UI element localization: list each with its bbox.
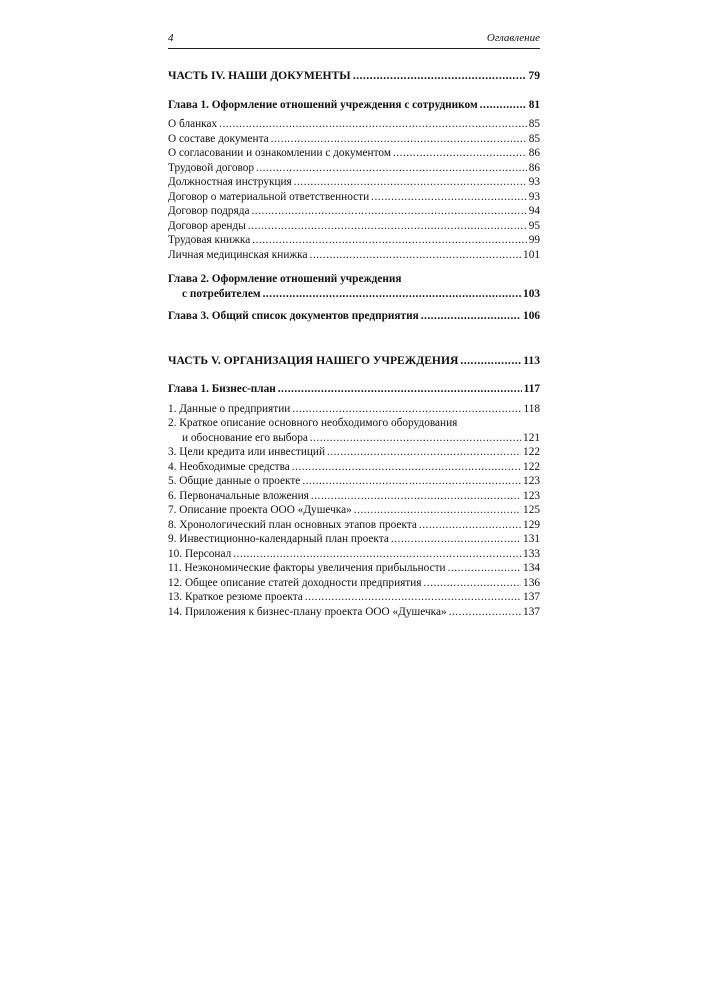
- chapter-title: Глава 1. Оформление отношений учреждения с сотрудником: [168, 98, 478, 111]
- leader-dots: [310, 431, 521, 446]
- leader-dots: [219, 117, 527, 132]
- chapter-items: [168, 402, 540, 620]
- leader-dots: [248, 219, 527, 234]
- item-title: 12. Общее описание статей доходности предприятия: [168, 576, 422, 589]
- item-title: Договор аренды: [168, 219, 246, 232]
- leader-dots: [449, 605, 521, 620]
- item-title: Трудовая книжка: [168, 234, 251, 246]
- chapter-items: [168, 117, 540, 262]
- toc-item[interactable]: [168, 146, 540, 161]
- part-title: ЧАСТЬ IV. НАШИ ДОКУМЕНТЫ: [168, 69, 351, 82]
- toc-part-4[interactable]: [168, 69, 540, 84]
- toc-item[interactable]: [168, 489, 540, 504]
- item-page: 93: [528, 176, 540, 188]
- toc-chapter[interactable]: [168, 98, 540, 113]
- leader-dots: [302, 474, 521, 489]
- toc-item[interactable]: [168, 518, 540, 533]
- item-page: 123: [523, 489, 540, 502]
- item-title: Должностная инструкция: [168, 176, 292, 188]
- toc-item[interactable]: [168, 590, 540, 605]
- item-page: 133: [523, 547, 540, 560]
- leader-dots: [480, 98, 527, 113]
- item-page: 129: [523, 518, 540, 531]
- leader-dots: [353, 69, 527, 84]
- item-title: О бланках: [168, 118, 218, 130]
- part-title: ЧАСТЬ V. ОРГАНИЗАЦИЯ НАШЕГО УЧРЕЖДЕНИЯ: [168, 353, 459, 367]
- toc-item[interactable]: [168, 561, 540, 576]
- running-header: [168, 32, 540, 49]
- item-page: 85: [528, 132, 540, 145]
- item-page: 134: [523, 562, 540, 574]
- item-page: 85: [528, 118, 540, 130]
- leader-dots: [311, 489, 521, 504]
- toc-item[interactable]: [168, 605, 540, 620]
- item-title: О составе документа: [168, 132, 269, 145]
- item-title: Договор подряда: [168, 205, 250, 217]
- item-page: 125: [523, 504, 540, 516]
- item-page: 123: [523, 475, 540, 487]
- item-title: 4. Необходимые средства: [168, 460, 290, 473]
- part-page: 113: [523, 353, 540, 367]
- toc-page: [168, 32, 540, 619]
- leader-dots: [263, 287, 521, 302]
- toc-item[interactable]: [168, 117, 540, 132]
- leader-dots: [371, 190, 527, 205]
- item-title: 6. Первоначальные вложения: [168, 489, 309, 502]
- item-page: 93: [528, 190, 540, 203]
- leader-dots: [251, 204, 526, 219]
- item-title-line1: 2. Краткое описание основного необходимого оборудования: [168, 417, 458, 429]
- item-page: 137: [523, 605, 540, 618]
- leader-dots: [448, 561, 521, 576]
- item-page: 95: [528, 219, 540, 232]
- toc-item[interactable]: [168, 190, 540, 205]
- toc-item[interactable]: [168, 204, 540, 219]
- leader-dots: [271, 132, 527, 147]
- item-page: 122: [523, 446, 540, 458]
- running-title: Оглавление: [486, 32, 540, 44]
- item-title: 5. Общие данные о проекте: [168, 475, 301, 487]
- item-title: 14. Приложения к бизнес-плану проекта ООО «Душечка»: [168, 605, 447, 618]
- item-page: 99: [528, 234, 540, 246]
- leader-dots: [424, 576, 522, 591]
- item-page: 137: [523, 591, 540, 603]
- leader-dots: [421, 309, 521, 324]
- toc-item[interactable]: [168, 474, 540, 489]
- item-title: 11. Неэкономические факторы увеличения прибыльности: [168, 562, 446, 574]
- leader-dots: [294, 175, 527, 190]
- leader-dots: [460, 354, 521, 369]
- toc-item[interactable]: [168, 248, 540, 263]
- item-page: 121: [523, 431, 540, 444]
- item-title: Договор о материальной ответственности: [168, 190, 370, 203]
- item-page: 136: [523, 576, 540, 589]
- item-title-line2-row: [168, 431, 540, 446]
- item-page: 118: [523, 402, 540, 415]
- leader-dots: [391, 532, 521, 547]
- chapter-title-line1: Глава 2. Оформление отношений учреждения: [168, 273, 402, 285]
- leader-dots: [252, 233, 526, 248]
- item-title: 9. Инвестиционно-календарный план проекта: [168, 533, 389, 545]
- toc-chapter-3[interactable]: [168, 309, 540, 324]
- item-title: Личная медицинская книжка: [168, 248, 308, 261]
- toc-item[interactable]: [168, 233, 540, 248]
- chapter-title: Глава 3. Общий список документов предприятия: [168, 310, 419, 322]
- leader-dots: [354, 503, 521, 518]
- toc-item[interactable]: [168, 547, 540, 562]
- chapter-title-line2-row: [168, 287, 540, 302]
- part-page: 79: [528, 69, 540, 82]
- chapter-title-line2: с потребителем: [182, 287, 261, 300]
- chapter-page: 117: [523, 383, 540, 395]
- item-title: Трудовой договор: [168, 161, 255, 174]
- item-title: 7. Описание проекта ООО «Душечка»: [168, 504, 352, 516]
- item-title: О согласовании и ознакомлении с документом: [168, 147, 391, 159]
- item-page: 101: [523, 248, 540, 261]
- chapter-title: Глава 1. Бизнес-план: [168, 383, 276, 395]
- toc-item[interactable]: [168, 503, 540, 518]
- page-number: 4: [168, 32, 174, 44]
- toc-item[interactable]: [168, 576, 540, 591]
- toc-chapter[interactable]: [168, 382, 540, 397]
- leader-dots: [310, 248, 522, 263]
- leader-dots: [305, 590, 521, 605]
- item-title: 1. Данные о предприятии: [168, 402, 291, 415]
- item-page: 131: [523, 533, 540, 545]
- leader-dots: [292, 402, 521, 417]
- toc-item[interactable]: [168, 219, 540, 234]
- toc-item[interactable]: [168, 402, 540, 417]
- leader-dots: [393, 146, 527, 161]
- toc-part-5[interactable]: [168, 354, 540, 369]
- leader-dots: [292, 460, 521, 475]
- item-title: 10. Персонал: [168, 547, 232, 560]
- item-page: 86: [528, 147, 540, 159]
- toc-item[interactable]: [168, 161, 540, 176]
- toc-chapter-2[interactable]: [168, 272, 540, 301]
- item-page: 86: [528, 161, 540, 174]
- leader-dots: [327, 445, 521, 460]
- toc-item[interactable]: [168, 445, 540, 460]
- toc-item[interactable]: [168, 460, 540, 475]
- chapter-page: 81: [528, 98, 540, 111]
- leader-dots: [278, 382, 522, 397]
- toc-item[interactable]: [168, 132, 540, 147]
- leader-dots: [419, 518, 521, 533]
- toc-item[interactable]: [168, 175, 540, 190]
- chapter-page: 103: [523, 287, 540, 300]
- item-title-line2: и обоснование его выбора: [182, 431, 308, 444]
- item-title: 8. Хронологический план основных этапов проекта: [168, 518, 417, 531]
- toc-item[interactable]: [168, 532, 540, 547]
- leader-dots: [233, 547, 521, 562]
- item-page: 94: [528, 205, 540, 217]
- item-title: 3. Цели кредита или инвестиций: [168, 446, 326, 458]
- item-page: 122: [523, 460, 540, 473]
- chapter-page: 106: [523, 310, 540, 322]
- item-title: 13. Краткое резюме проекта: [168, 591, 303, 603]
- leader-dots: [256, 161, 527, 176]
- toc-item-multiline[interactable]: [168, 416, 540, 445]
